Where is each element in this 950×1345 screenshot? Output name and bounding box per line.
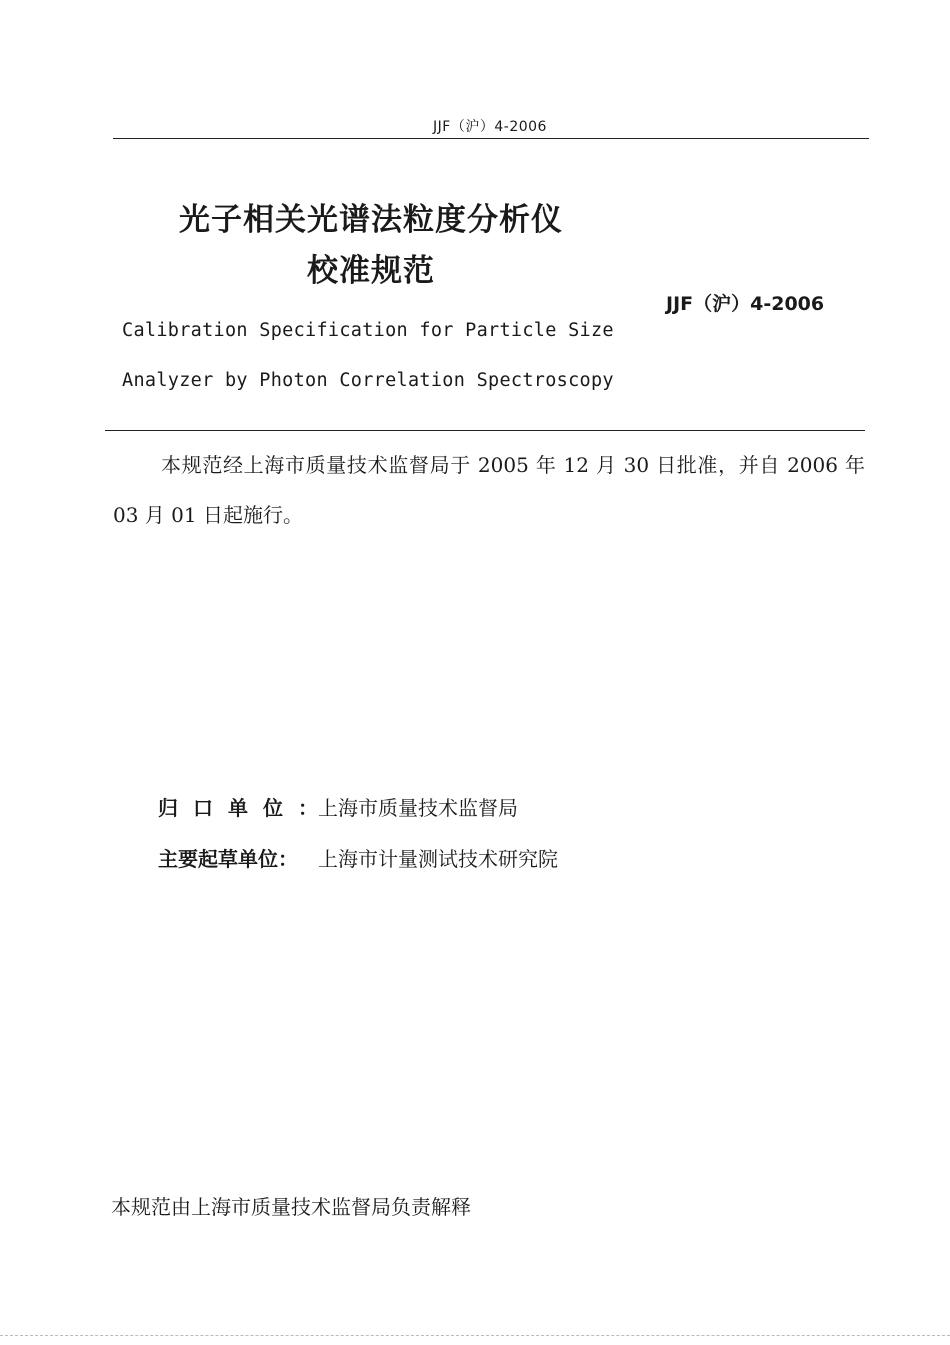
chinese-title-line-2: 校准规范 <box>307 253 435 289</box>
responsible-unit-value: 上海市质量技术监督局 <box>318 796 518 820</box>
drafting-unit <box>158 843 558 872</box>
english-title-line-2: Analyzer by Photon Correlation Spectroscopy <box>122 370 614 391</box>
drafting-unit-value: 上海市计量测试技术研究院 <box>318 847 558 871</box>
approval-statement: 本规范经上海市质量技术监督局于 2005 年 12 月 30 日批准，并自 2006 年 03 月 01 日起施行。 <box>113 453 865 527</box>
responsible-unit <box>158 792 518 821</box>
title-divider <box>105 430 865 431</box>
chinese-title-line-1: 光子相关光谱法粒度分析仪 <box>179 202 563 238</box>
scan-edge-line <box>0 1335 950 1336</box>
responsible-unit-label: 归口单位： <box>158 796 333 820</box>
interpretation-note: 本规范由上海市质量技术监督局负责解释 <box>111 1195 471 1219</box>
running-header: JJF（沪）4-2006 <box>433 119 547 135</box>
specification-code: JJF（沪）4-2006 <box>666 293 825 315</box>
header-divider <box>113 138 869 139</box>
english-title-line-1: Calibration Specification for Particle Size <box>122 320 614 341</box>
drafting-unit-label: 主要起草单位： <box>158 847 298 871</box>
